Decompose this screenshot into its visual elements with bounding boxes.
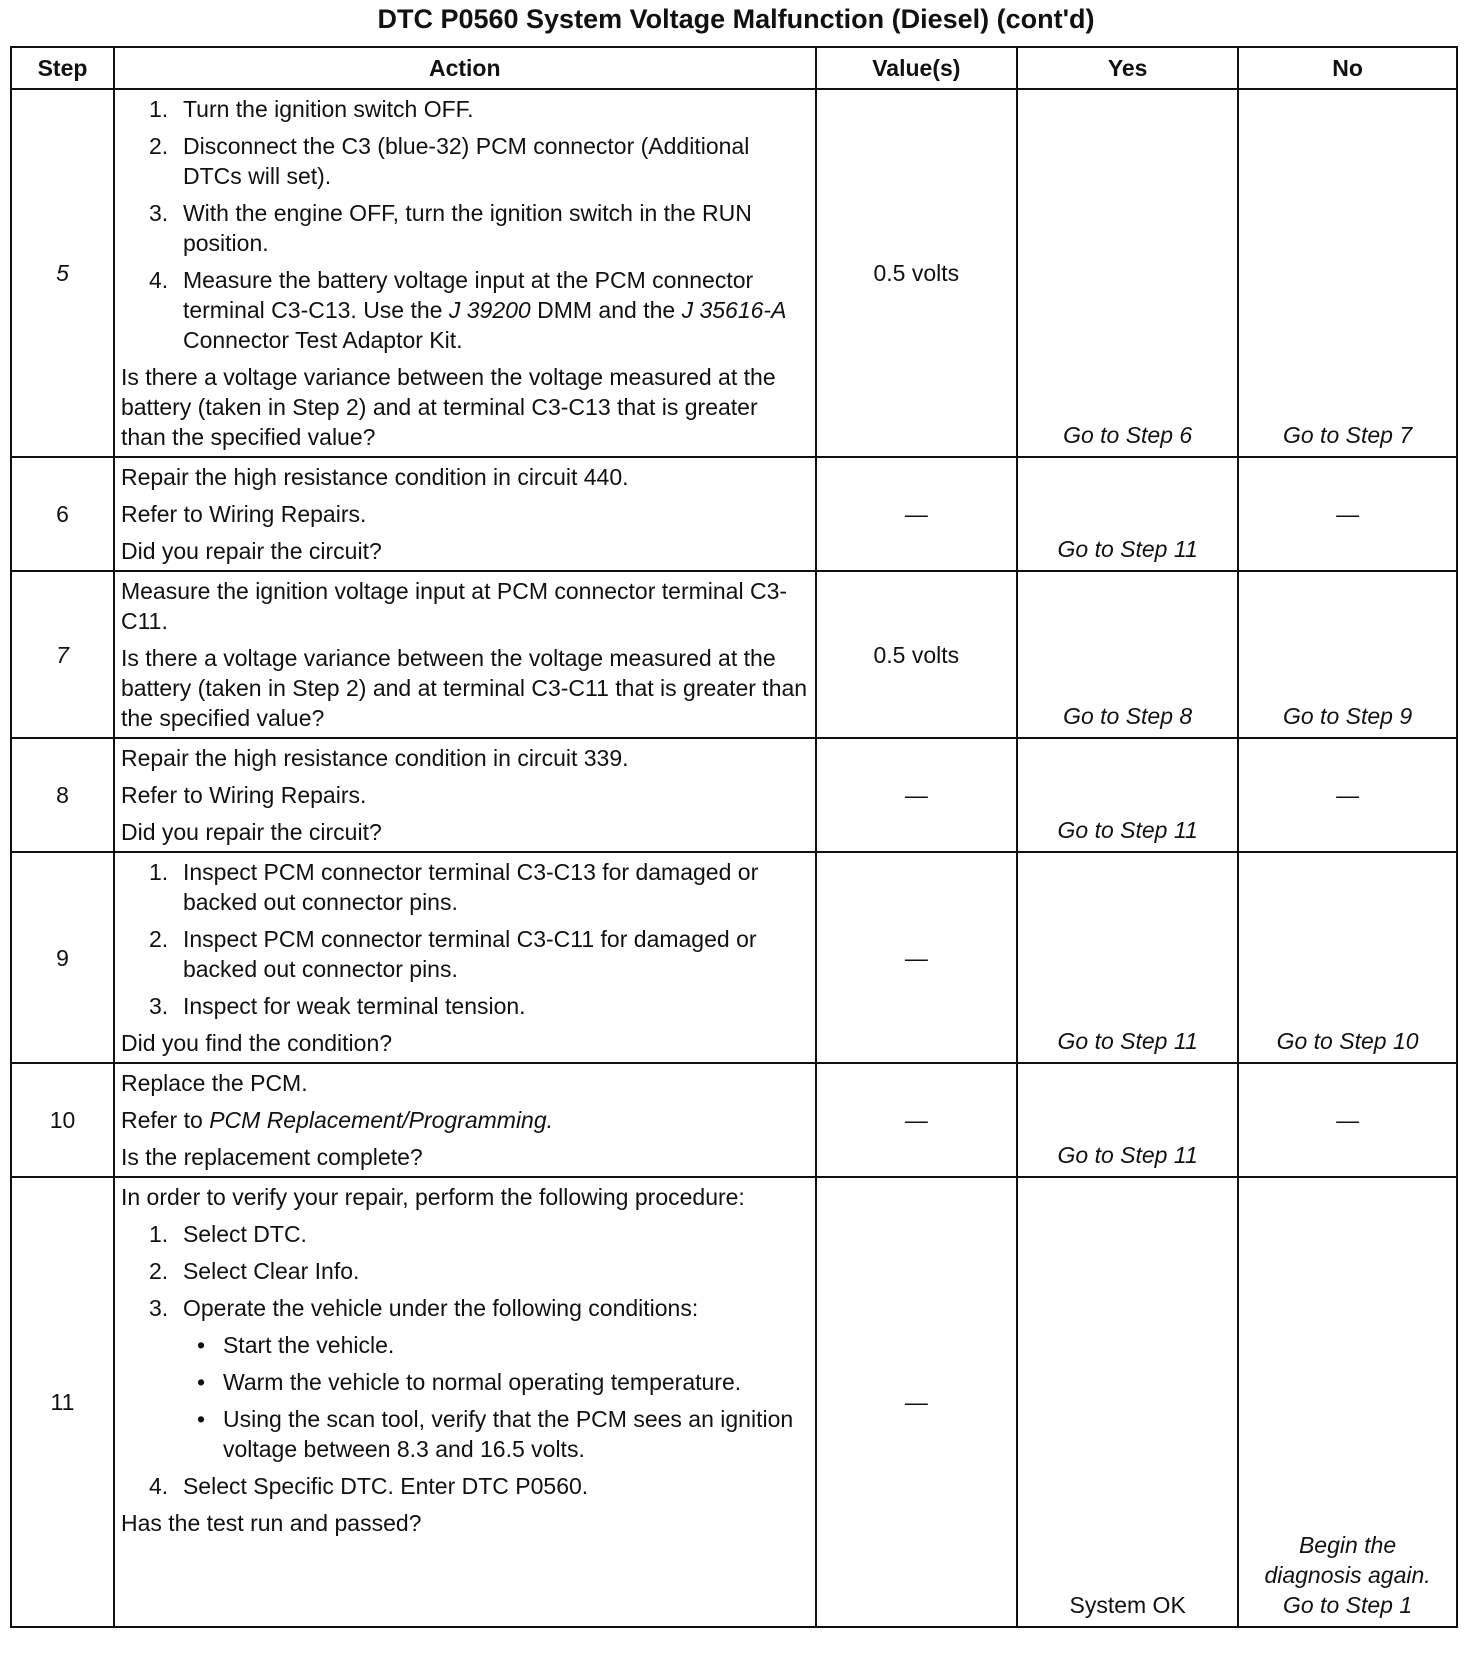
question-text: Has the test run and passed? — [120, 1510, 422, 1536]
yes-cell: Go to Step 8 — [1017, 571, 1238, 738]
list-item: 1. Turn the ignition switch OFF. — [148, 96, 474, 122]
no-cell: — — [1238, 1063, 1457, 1177]
value-cell: 0.5 volts — [816, 571, 1018, 738]
step-number: 11 — [11, 1177, 114, 1627]
list-item: 3. Operate the vehicle under the following conditions: — [148, 1295, 699, 1321]
action-cell: Repair the high resistance condition in circuit 339. Refer to Wiring Repairs. Did you repair the circuit? — [114, 738, 816, 852]
header-yes: Yes — [1017, 47, 1238, 89]
tool-reference: J 35616-A — [681, 297, 787, 323]
yes-cell: Go to Step 6 — [1017, 89, 1238, 457]
yes-cell: Go to Step 11 — [1017, 852, 1238, 1063]
action-cell: Replace the PCM. Refer to PCM Replacement/Programming. Is the replacement complete? — [114, 1063, 816, 1177]
header-values: Value(s) — [816, 47, 1018, 89]
yes-cell: Go to Step 11 — [1017, 738, 1238, 852]
header-row — [11, 47, 1457, 89]
step-number: 5 — [11, 89, 114, 457]
list-item: 2. Disconnect the C3 (blue-32) PCM connector (Additional DTCs will set). — [148, 133, 750, 189]
value-cell: — — [816, 457, 1018, 571]
no-cell: Go to Step 9 — [1238, 571, 1457, 738]
action-cell: In order to verify your repair, perform the following procedure: 1. Select DTC. 2. Select Clear Info. 3. Operate the vehicle under the following conditions: • Start the vehicle. • Warm the vehicle to normal operating temperature. • Using the scan tool, verify that the PCM sees an ignition voltage between 8.3 and 16.5 volts. 4. Select Specific DTC. Enter DTC P0560. Has the test run and passed? — [114, 1177, 816, 1627]
action-cell — [114, 852, 816, 1063]
table-row — [11, 457, 1457, 571]
list-item: 1. Inspect PCM connector terminal C3-C13 for damaged or backed out connector pins. — [148, 859, 759, 915]
step-number: 9 — [11, 852, 114, 1063]
bullet-item: • Warm the vehicle to normal operating temperature. — [196, 1369, 742, 1395]
list-item: 1. Select DTC. — [148, 1221, 307, 1247]
tool-reference: J 39200 — [448, 297, 531, 323]
header-step: Step — [11, 47, 114, 89]
no-cell: — — [1238, 738, 1457, 852]
list-item: 2. Inspect PCM connector terminal C3-C11 for damaged or backed out connector pins. — [148, 926, 757, 982]
table-row — [11, 571, 1457, 738]
step-number: 7 — [11, 571, 114, 738]
diagnostic-table — [10, 46, 1458, 1628]
reference-link: PCM Replacement/Programming. — [209, 1107, 554, 1133]
yes-cell: System OK — [1017, 1177, 1238, 1627]
step-number: 6 — [11, 457, 114, 571]
action-cell: Repair the high resistance condition in circuit 440. Refer to Wiring Repairs. Did you repair the circuit? — [114, 457, 816, 571]
action-cell: Measure the ignition voltage input at PCM connector terminal C3-C11. Is there a voltage variance between the voltage measured at the battery (taken in Step 2) and at terminal C3-C11 that is greater than the specified value? — [114, 571, 816, 738]
header-action: Action — [114, 47, 816, 89]
value-cell: — — [816, 1063, 1018, 1177]
step-number: 8 — [11, 738, 114, 852]
no-cell: Go to Step 10 — [1238, 852, 1457, 1063]
value-cell: — — [816, 1177, 1018, 1627]
action-cell — [114, 89, 816, 457]
value-cell: — — [816, 738, 1018, 852]
table-row — [11, 1063, 1457, 1177]
value-cell: — — [816, 852, 1018, 1063]
page-title: DTC P0560 System Voltage Malfunction (Diesel) (cont'd) — [377, 4, 1095, 34]
header-no: No — [1238, 47, 1457, 89]
bullet-item: • Start the vehicle. — [196, 1332, 395, 1358]
table-row — [11, 89, 1457, 457]
yes-cell: Go to Step 11 — [1017, 457, 1238, 571]
list-item: 3. With the engine OFF, turn the ignition switch in the RUN position. — [148, 200, 752, 256]
step-number: 10 — [11, 1063, 114, 1177]
yes-cell: Go to Step 11 — [1017, 1063, 1238, 1177]
list-item: 3. Inspect for weak terminal tension. — [148, 993, 526, 1019]
table-row — [11, 738, 1457, 852]
table-row — [11, 852, 1457, 1063]
question-text: Is there a voltage variance between the voltage measured at the battery (taken in Step 2) and at terminal C3-C13 that is greater than the specified value? — [120, 364, 776, 450]
list-item: 4. Measure the battery voltage input at the PCM connector terminal C3-C13. Use the J 39200 DMM and the J 35616-A Connector Test Adaptor Kit. — [148, 267, 787, 353]
question-text: Did you find the condition? — [120, 1030, 393, 1056]
bullet-item: • Using the scan tool, verify that the PCM sees an ignition voltage between 8.3 and 16.5 volts. — [196, 1406, 794, 1462]
list-item: 4. Select Specific DTC. Enter DTC P0560. — [148, 1473, 589, 1499]
no-cell: Go to Step 7 — [1238, 89, 1457, 457]
no-cell: Begin the diagnosis again. Go to Step 1 — [1238, 1177, 1457, 1627]
no-cell: — — [1238, 457, 1457, 571]
table-row — [11, 1177, 1457, 1627]
list-item: 2. Select Clear Info. — [148, 1258, 360, 1284]
value-cell: 0.5 volts — [816, 89, 1018, 457]
